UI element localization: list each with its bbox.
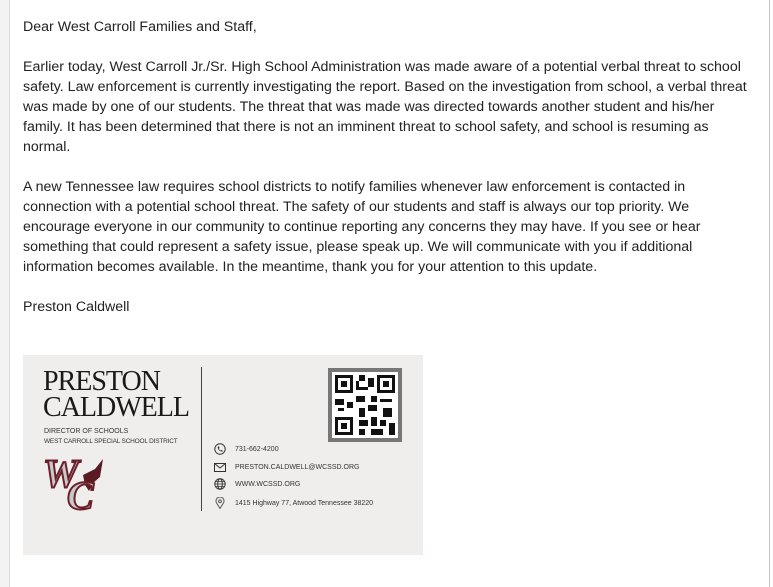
text-line: safety. Law enforcement is currently investigating the report. Based on the investigation from school, a verbal threat [23,79,747,95]
scrollbar-track[interactable] [769,0,773,587]
card-divider [201,367,202,511]
address: 1415 Highway 77, Atwood Tennessee 38220 [235,499,374,507]
phone-number: 731-662-4200 [235,445,279,453]
last-name: CALDWELL [43,392,189,423]
contact-email[interactable] [213,461,359,473]
logo-letter-w: W [43,453,79,496]
logo-letter-c: C [67,473,94,511]
contact-phone[interactable] [213,443,279,455]
text-line: Earlier today, West Carroll Jr./Sr. High School Administration was made aware of a potential verbal threat to school [23,59,741,75]
text-line: was made by one of our students. The threat that was made was directed towards another student and his/her [23,99,715,115]
website-link: WWW.WCSSD.ORG [235,480,301,488]
greeting: Dear West Carroll Families and Staff, [23,19,257,35]
first-name: PRESTON [43,366,160,397]
left-pane-edge [0,0,10,587]
contact-address [213,497,373,509]
role: DIRECTOR OF SCHOOLS [44,428,129,435]
signature-name [43,366,189,423]
text-line: something that could represent a safety issue, please speak up. We will communicate with you if additional [23,239,693,255]
text-line: information becomes available. In the meantime, thank you for your attention to this update. [23,259,598,275]
text-line: normal. [23,139,71,155]
email-address: PRESTON.CALDWELL@WCSSD.ORG [235,463,360,471]
phone-icon [213,443,227,455]
text-line: family. It has been determined that there is not an imminent threat to school safety, and school is resuming as [23,119,709,135]
paragraph-1 [23,57,763,157]
email-body [23,17,763,317]
globe-icon [213,478,227,490]
district: WEST CARROLL SPECIAL SCHOOL DISTRICT [44,438,178,445]
text-line: A new Tennessee law requires school districts to notify families whenever law enforcement is contacted in [23,179,686,195]
qr-code[interactable] [328,368,402,442]
email-icon [213,461,227,473]
contact-website[interactable] [213,478,300,490]
signature-card [23,355,423,555]
location-pin-icon [213,497,227,509]
signoff: Preston Caldwell [23,299,130,315]
district-logo [43,453,109,516]
text-line: connection with a potential school threat. The safety of our students and staff is always our top priority. We [23,199,690,215]
paragraph-2 [23,177,763,277]
text-line: encourage everyone in our community to continue reporting any concerns they may have. If you see or hear [23,219,701,235]
